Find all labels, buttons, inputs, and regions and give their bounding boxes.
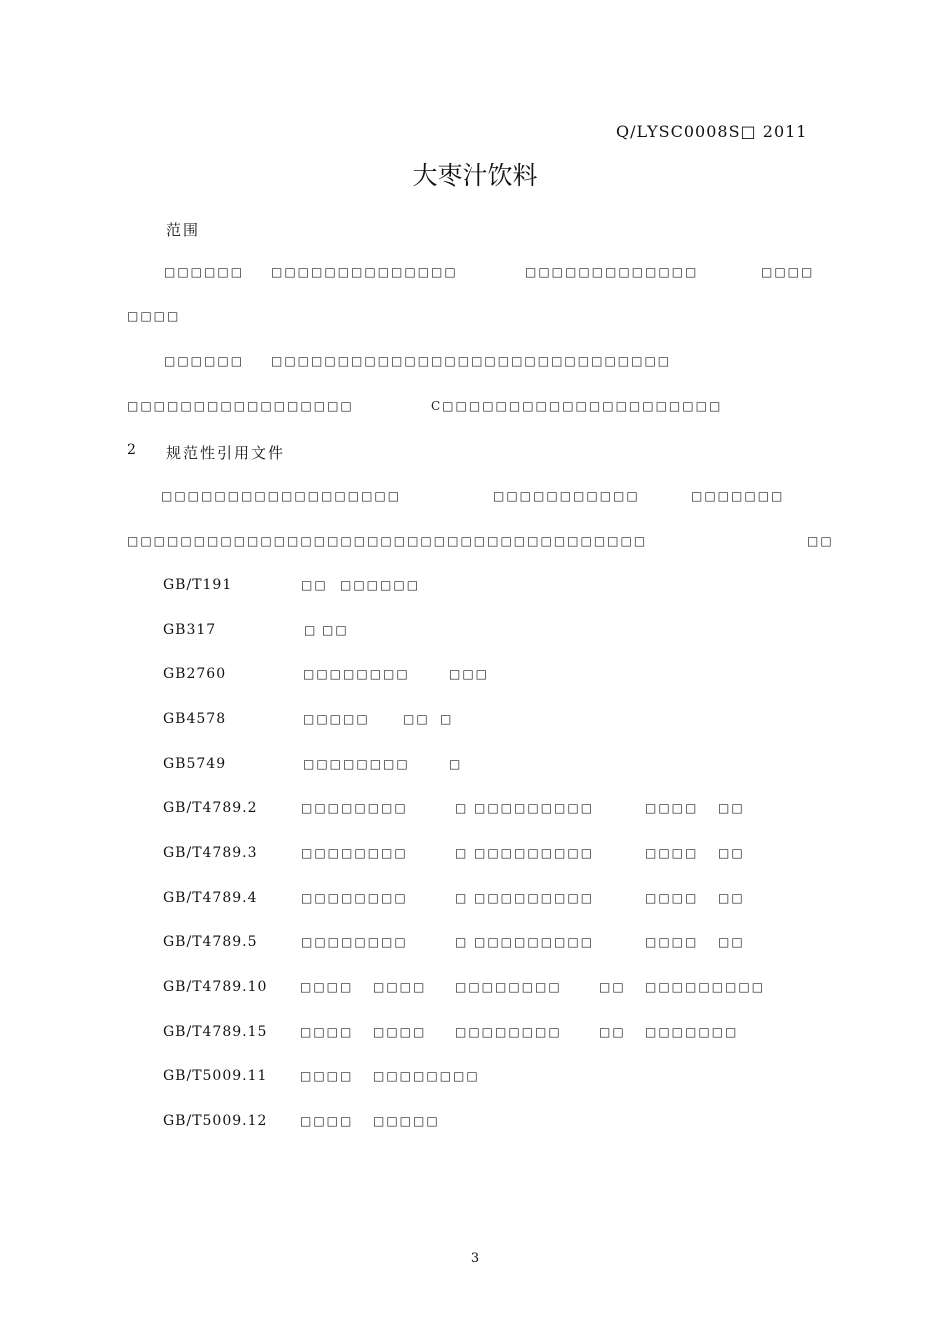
- reference-code: GB/T4789.3: [163, 845, 258, 861]
- reference-code: GB4578: [163, 711, 227, 727]
- reference-title: □□: [718, 801, 745, 815]
- reference-title: □□□□□□□□: [455, 980, 562, 994]
- reference-title: □□□□: [645, 801, 699, 815]
- reference-code: GB/T4789.5: [163, 934, 258, 950]
- reference-code: GB/T5009.11: [163, 1068, 268, 1084]
- reference-title: □□□□: [300, 1069, 354, 1083]
- reference-code: GB/T4789.15: [163, 1024, 268, 1040]
- reference-title: □□□□□□□□: [301, 801, 408, 815]
- reference-title: □: [455, 935, 469, 949]
- reference-code: GB/T191: [163, 577, 233, 593]
- reference-code: GB/T4789.2: [163, 800, 258, 816]
- reference-title: □: [455, 891, 469, 905]
- reference-code: GB/T5009.12: [163, 1113, 268, 1129]
- section-1-para-1-text: □□□□□□: [164, 265, 245, 279]
- reference-title: □□□□□□□□□: [645, 980, 766, 994]
- document-code: Q/LYSC0008S□ 2011: [616, 122, 808, 141]
- section-1-para-2-text: □□□□□□□□□□□□□□□□□: [127, 399, 354, 413]
- reference-title: □□□□: [645, 891, 699, 905]
- reference-title: □□□□□□□□: [301, 935, 408, 949]
- reference-title: □□□□□□□□: [455, 1025, 562, 1039]
- reference-title: □□□□: [373, 1025, 427, 1039]
- reference-title: □□□□□□□□□: [474, 891, 595, 905]
- reference-title: □□: [322, 623, 349, 637]
- section-1-para-2-text: □□□□□□□□□□□□□□□□□□□□□□□□□□□□□□: [271, 354, 672, 368]
- reference-title: □□□□□□□□□: [474, 846, 595, 860]
- reference-title: □□□□□□: [340, 578, 421, 592]
- reference-code: GB/T4789.10: [163, 979, 268, 995]
- reference-title: □□□□□: [373, 1114, 440, 1128]
- section-1-para-1-text: □□□□□□□□□□□□□: [525, 265, 699, 279]
- section-2-number: 2: [127, 442, 137, 458]
- reference-title: □□□□□: [303, 712, 370, 726]
- reference-title: □□□□□□□: [645, 1025, 739, 1039]
- section-1-para-1-text: □□□□□□□□□□□□□□: [271, 265, 458, 279]
- reference-title: □□□□□□□□: [301, 846, 408, 860]
- reference-code: GB317: [163, 622, 217, 638]
- reference-title: □□□□: [645, 846, 699, 860]
- section-2-intro-text: □□: [807, 534, 834, 548]
- section-2-intro-text: □□□□□□□□□□□□□□□□□□□□□□□□□□□□□□□□□□□□□□□: [127, 534, 648, 548]
- section-1-para-2-text: □□□□□□: [164, 354, 245, 368]
- section-1-para-1-text: □□□□: [127, 309, 181, 323]
- reference-title: □□□: [449, 667, 490, 681]
- reference-title: □□: [403, 712, 430, 726]
- document-title: 大枣汁饮料: [412, 161, 538, 190]
- reference-title: □□□□□□□□: [373, 1069, 480, 1083]
- reference-title: □□: [599, 980, 626, 994]
- reference-title: □□□□□□□□: [303, 757, 410, 771]
- reference-title: □: [455, 801, 469, 815]
- reference-title: □□: [599, 1025, 626, 1039]
- section-2-intro-text: □□□□□□□□□□□□□□□□□□: [161, 489, 402, 503]
- reference-code: GB5749: [163, 756, 227, 772]
- reference-title: □□□□: [300, 980, 354, 994]
- section-2-heading: 规范性引用文件: [166, 444, 286, 462]
- section-1-para-2-text: C□□□□□□□□□□□□□□□□□□□□□: [431, 399, 723, 413]
- reference-code: GB/T4789.4: [163, 890, 258, 906]
- reference-title: □: [304, 623, 318, 637]
- reference-title: □: [449, 757, 463, 771]
- section-1-para-1-text: □□□□: [761, 265, 815, 279]
- reference-title: □: [440, 712, 454, 726]
- reference-title: □□□□□□□□: [303, 667, 410, 681]
- reference-title: □□□□: [300, 1114, 354, 1128]
- reference-title: □□: [718, 935, 745, 949]
- reference-title: □□: [718, 891, 745, 905]
- reference-title: □□: [301, 578, 328, 592]
- reference-title: □□□□: [300, 1025, 354, 1039]
- section-2-intro-text: □□□□□□□: [691, 489, 785, 503]
- reference-title: □□□□□□□□□: [474, 801, 595, 815]
- section-1-heading: 范围: [166, 221, 201, 239]
- section-2-intro-text: □□□□□□□□□□□: [493, 489, 640, 503]
- reference-title: □□□□: [373, 980, 427, 994]
- reference-title: □: [455, 846, 469, 860]
- reference-code: GB2760: [163, 666, 227, 682]
- reference-title: □□□□: [645, 935, 699, 949]
- reference-title: □□□□□□□□□: [474, 935, 595, 949]
- reference-title: □□□□□□□□: [301, 891, 408, 905]
- reference-title: □□: [718, 846, 745, 860]
- page-number: 3: [470, 1251, 480, 1266]
